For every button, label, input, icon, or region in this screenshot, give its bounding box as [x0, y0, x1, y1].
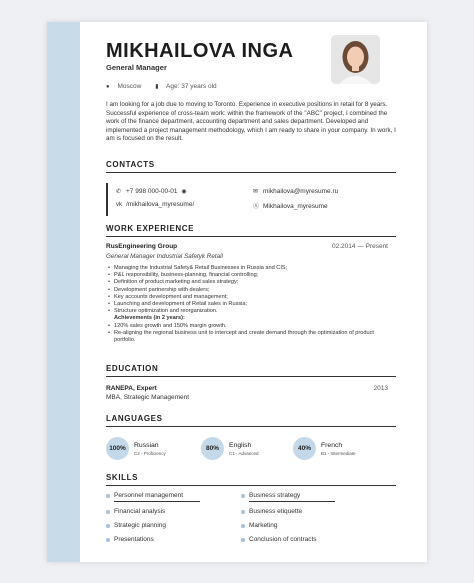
language-percent: 40% [293, 437, 316, 460]
job-dates: 02.2014 — Present [331, 243, 388, 250]
phone-contact [116, 188, 187, 195]
duty-item: • Development partnership with dealers; [114, 287, 396, 294]
skill-item: Business strategy [249, 492, 301, 499]
personal-meta [106, 83, 217, 90]
language-english [201, 437, 259, 460]
location-text: Moscow [117, 83, 142, 90]
language-percent: 80% [201, 437, 224, 460]
age-item [155, 83, 216, 90]
skill-item: Strategic planning [114, 522, 167, 529]
language-level: C2 - Proficiency [134, 450, 166, 456]
skill-item: Financial analysis [114, 508, 166, 515]
contacts-rule [106, 172, 396, 173]
summary-text: I am looking for a job due to moving to Toronto. Experience in executive positions in retail for 8 years. Successful experience of cross-team work: within the framework of the "ABC" project, I combined the work of the finance department, accounting department and sales department. Developed and implemented a project management methodology, which I am ready to share in your company. In work, I am is focused on the result. [106, 101, 396, 143]
job-role: General Manager Industrial Safetyk Retail [106, 253, 223, 260]
skills-heading: SKILLS [106, 473, 139, 482]
skill-underline [249, 501, 335, 502]
education-degree: MBA, Strategic Management [106, 394, 190, 401]
job-header [106, 243, 396, 250]
language-french [293, 437, 356, 460]
education-rule [106, 376, 396, 377]
skill-item: Marketing [249, 522, 278, 529]
work-rule [106, 236, 396, 237]
language-name: French [321, 441, 343, 449]
resume-page [47, 22, 427, 562]
education-year: 2013 [373, 385, 388, 392]
contacts-block [106, 183, 396, 216]
candidate-position: General Manager [106, 63, 167, 72]
location-item [106, 83, 141, 90]
achievement-item: • 120% sales growth and 150% margin growth. [114, 323, 396, 330]
education-school: RANEPA, Expert [106, 385, 157, 392]
achievement-item: • Re-aligning the regional business unit to intercept and create demand through the optimization of product portfolio. [114, 330, 396, 344]
skill-item: Presentations [114, 536, 154, 543]
duty-item: • Managing the Industrial Safety& Retail Businesses in Russia and CIS; [114, 265, 396, 272]
language-russian [106, 437, 166, 460]
language-percent: 100% [106, 437, 129, 460]
skill-underline [114, 501, 200, 502]
education-heading: EDUCATION [106, 364, 159, 373]
vk-icon: vk [116, 202, 122, 208]
location-icon: ● [106, 84, 110, 90]
person-icon: ▮ [155, 84, 159, 90]
skills-rule [106, 485, 396, 486]
candidate-name: MIKHAILOVA INGA [106, 40, 294, 62]
email-text[interactable]: mikhailova@myresume.ru [263, 188, 339, 195]
language-level: C1 - Advanced [229, 450, 259, 456]
contacts-heading: CONTACTS [106, 160, 155, 169]
skill-item: Conclusion of contracts [249, 536, 317, 543]
skype-icon: Ⓢ [253, 204, 260, 210]
language-name: Russian [134, 441, 159, 449]
phone-icon: ✆ [116, 189, 122, 195]
skill-item: Personnel management [114, 492, 184, 499]
avatar [331, 35, 380, 84]
language-level: B1 - Intermediate [321, 450, 356, 456]
phone-text: +7 998 000-00-01 [126, 188, 178, 195]
work-heading: WORK EXPERIENCE [106, 224, 195, 233]
duty-item: • Launching and development of Retail sales in Russia; [114, 301, 396, 308]
job-company: RusEngineering Group [106, 243, 178, 250]
age-text: Age: 37 years old [166, 83, 217, 90]
languages-rule [106, 426, 396, 427]
vk-contact [116, 201, 194, 208]
duty-item: • Key accounts development and management; [114, 294, 396, 301]
telegram-icon: ◉ [181, 189, 187, 195]
email-contact[interactable] [253, 188, 338, 195]
job-duties [114, 265, 396, 344]
duty-item: • P&L responsibility, business-planning, financial controlling; [114, 272, 396, 279]
skill-item: Business etiquette [249, 508, 303, 515]
skype-contact [253, 201, 328, 210]
duty-item: • Definition of product marketing and sales strategy; [114, 279, 396, 286]
language-name: English [229, 441, 252, 449]
languages-heading: LANGUAGES [106, 414, 163, 423]
vk-text: /mikhailova_myresume/ [126, 201, 195, 208]
accent-stripe [47, 22, 80, 562]
achievements-label: Achievements (in 2 years): [114, 315, 185, 322]
skype-text: Mikhailova_myresume [263, 203, 328, 210]
duty-item: • Structure optimization and reorganization. [114, 308, 396, 315]
email-icon: ✉ [253, 189, 259, 195]
